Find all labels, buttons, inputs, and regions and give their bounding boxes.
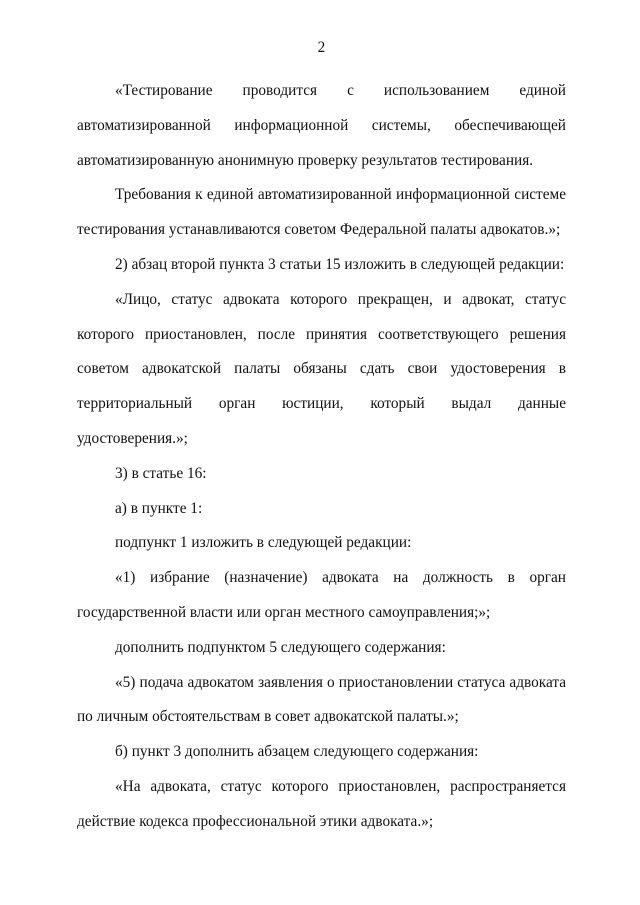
paragraph-subpoint-5-intro: дополнить подпунктом 5 следующего содержания: <box>115 638 446 656</box>
paragraph-ethics-code: «На адвоката, статус которого приостановлен, распространяется действие кодекса профессиональной этики адвоката.»; <box>77 777 566 830</box>
paragraph-testing-requirements: Требования к единой автоматизированной информационной системе тестирования устанавливаются советом Федеральной палаты адвокатов.»; <box>77 186 566 239</box>
paragraph-testing-intro: «Тестирование проводится с использованием единой автоматизированной информационной системы, обеспечивающей автоматизированную анонимную проверку результатов тестирования. <box>77 82 566 169</box>
paragraph-subitem-a: а) в пункте 1: <box>115 499 203 517</box>
paragraph-subpoint-5-text: «5) подача адвокатом заявления о приостановлении статуса адвоката по личным обстоятельствам в совет адвокатской палаты.»; <box>77 673 566 726</box>
paragraph-subitem-b: б) пункт 3 дополнить абзацем следующего содержания: <box>115 743 479 761</box>
page-number: 2 <box>317 39 326 56</box>
paragraph-subpoint-1-intro: подпункт 1 изложить в следующей редакции: <box>115 534 412 552</box>
paragraph-status-certificates: «Лицо, статус адвоката которого прекращен, и адвокат, статус которого приостановлен, после принятия соответствующего решения советом адвокатской палаты обязаны сдать свои удостоверения в территориальный орган юстиции, который выдал данные удостоверения.»; <box>77 290 566 447</box>
paragraph-subpoint-1-text: «1) избрание (назначение) адвоката на должность в орган государственной власти или орган местного самоуправления;»; <box>77 569 566 621</box>
paragraph-item-3: 3) в статье 16: <box>115 464 207 482</box>
paragraph-item-2: 2) абзац второй пункта 3 статьи 15 изложить в следующей редакции: <box>115 255 565 273</box>
